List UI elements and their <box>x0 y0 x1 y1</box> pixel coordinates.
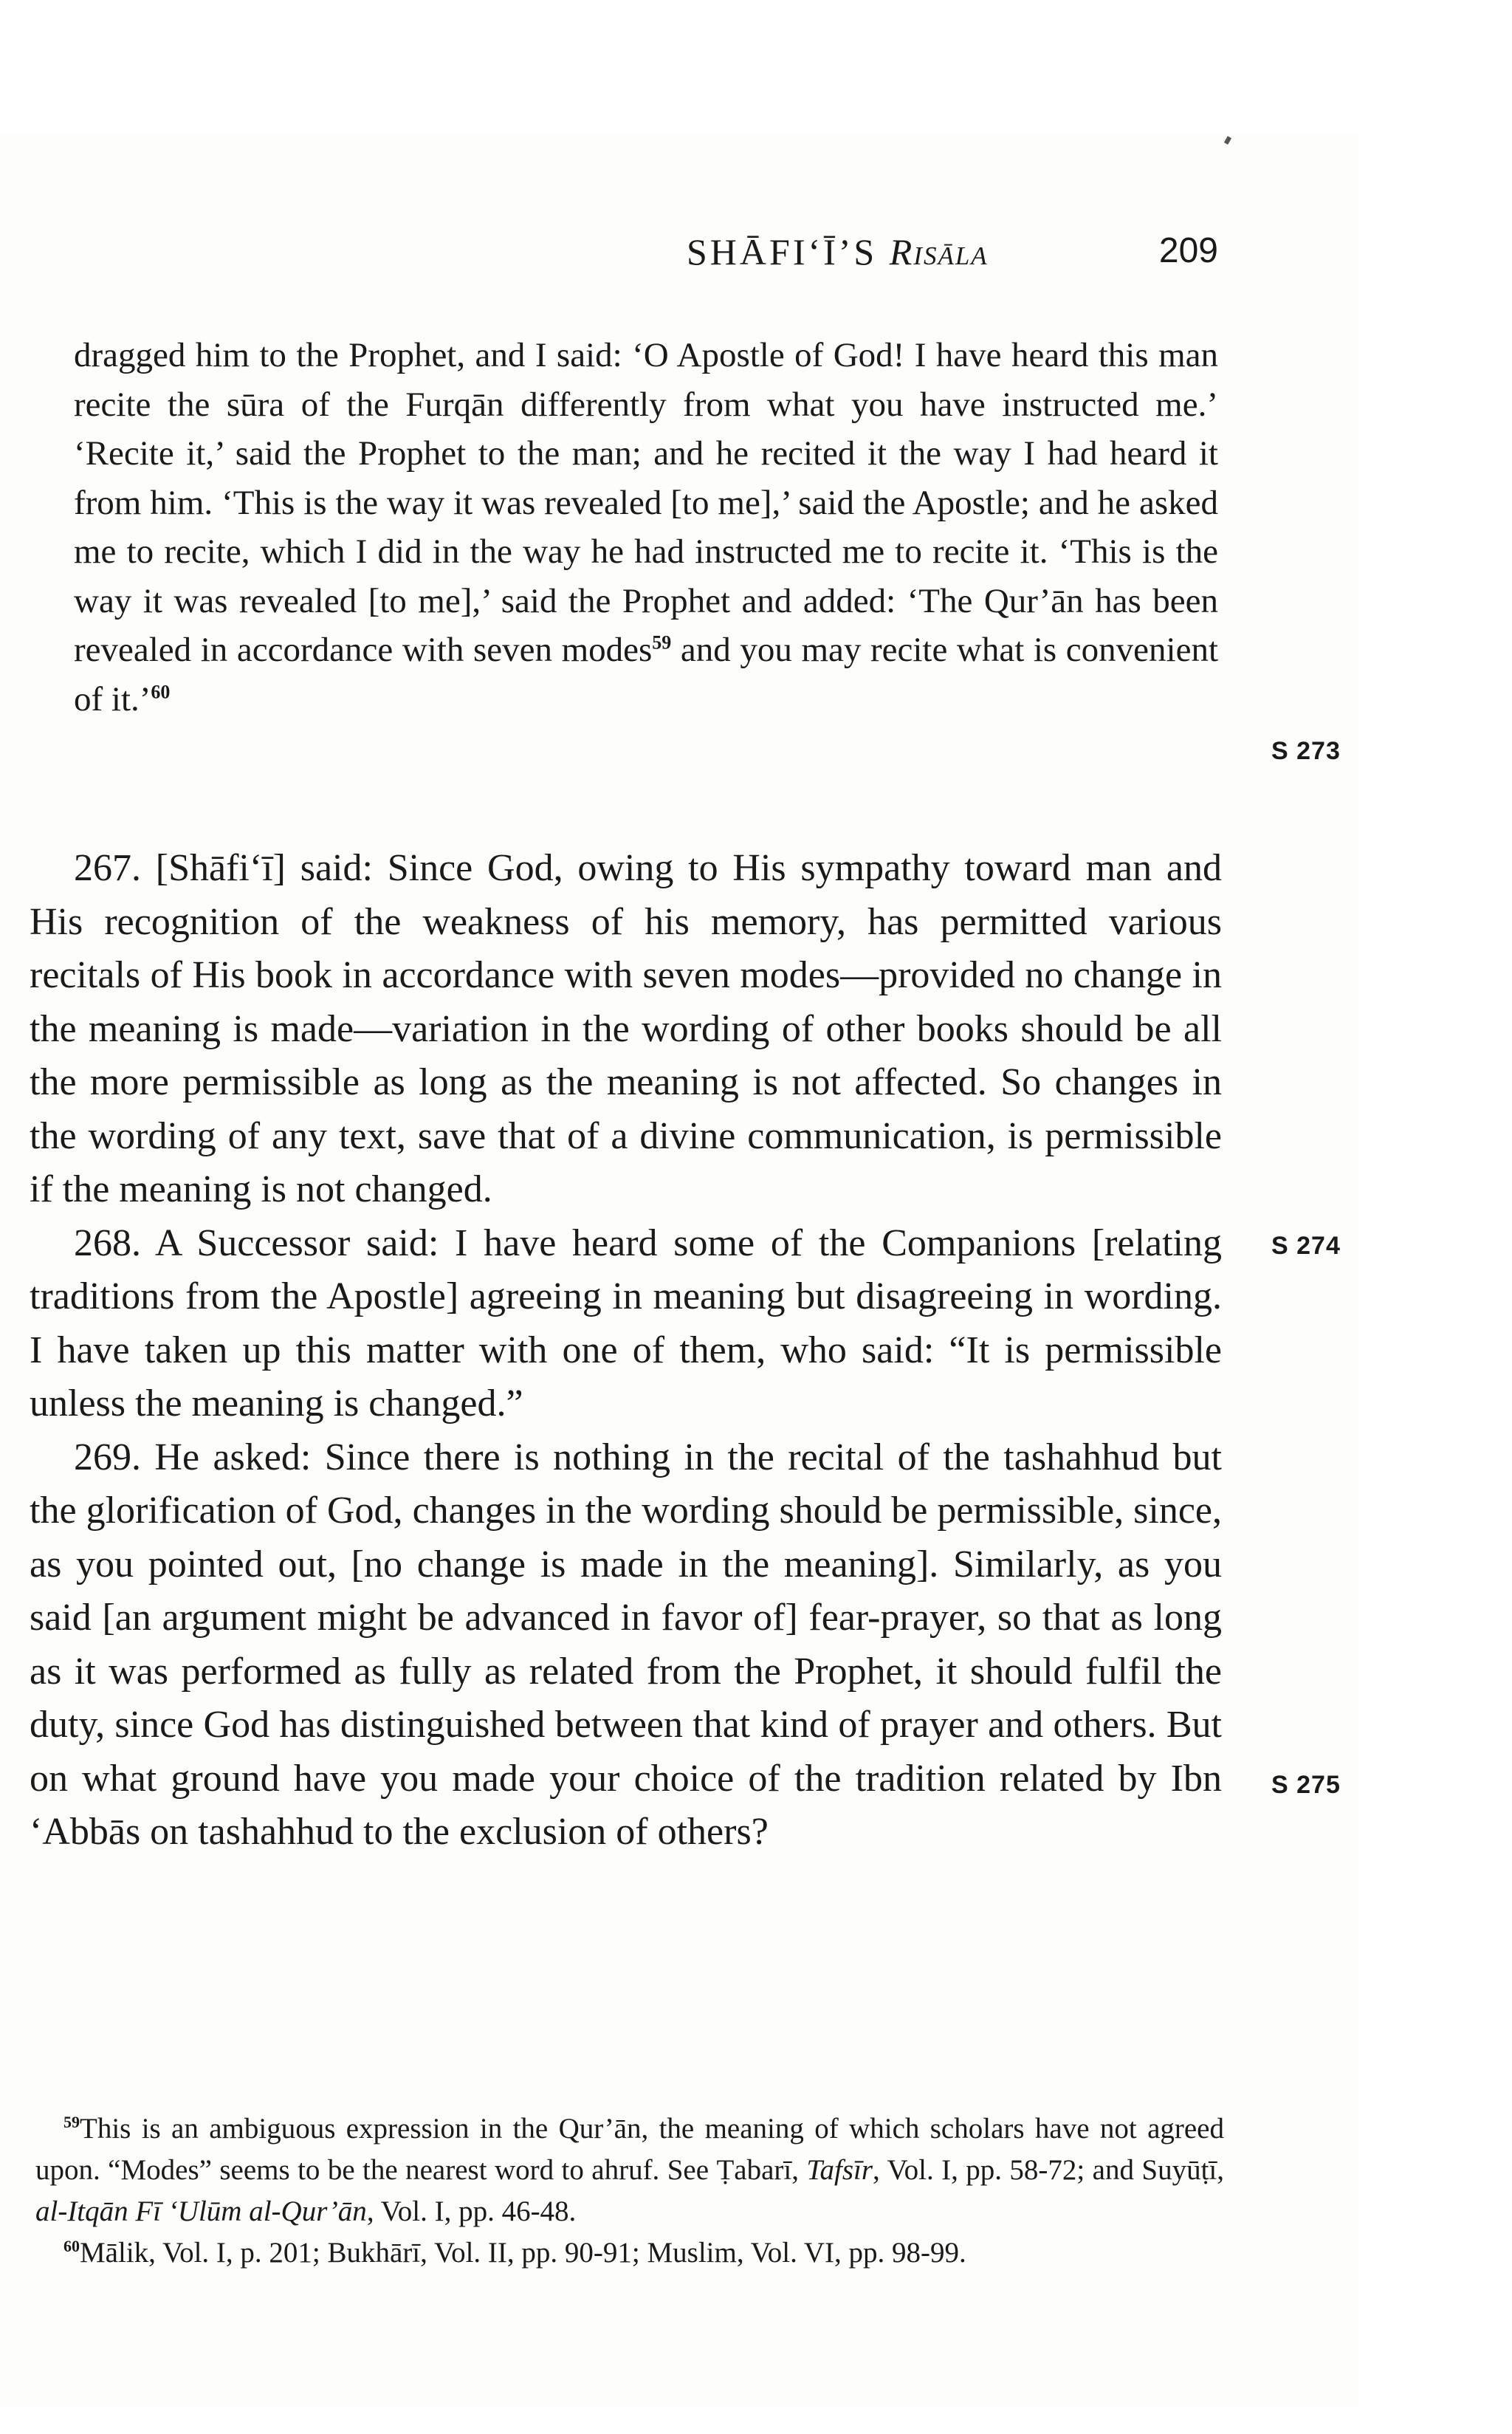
margin-note-s273: S 273 <box>1271 737 1341 765</box>
footnote-ref-60: 60 <box>151 680 171 702</box>
page-number: 209 <box>1158 231 1218 270</box>
running-header <box>687 230 1218 282</box>
footnote-60: $^{60}$Mālik, Vol. I, p. 201; Bukhārī, Vol. II, pp. 90-91; Muslim, Vol. VI, pp. 98-99. <box>63 2237 966 2269</box>
main-text <box>30 842 1222 1859</box>
paragraph-267: 267. [Shāfi‘ī] said: Since God, owing to His sympathy toward man and His recognition of the weakness of his memory, has permitted various recitals of His book in accordance with seven modes—provided no change in the meaning is made—variation in the wording of other books should be all the more permissible as long as the meaning is not affected. So changes in the wording of any text, save that of a divine communication, is permissible if the meaning is not changed. <box>30 847 1222 1210</box>
footnotes <box>35 2108 1224 2274</box>
footnote-number: 59 <box>63 2113 80 2131</box>
paragraph-269: 269. He asked: Since there is nothing in the recital of the tashahhud but the glorification of God, changes in the wording should be permissible, since, as you pointed out, [no change is made in the meaning]. Similarly, as you said [an argument might be advanced in favor of] fear-prayer, so that as long as it was performed as fully as related from the Prophet, it should fulfil the duty, since God has distinguished between that kind of prayer and others. But on what ground have you made your choice of the tradition related by Ibn ‘Abbās on tashahhud to the exclusion of others? <box>30 1436 1222 1853</box>
footnote-number: 60 <box>63 2237 80 2255</box>
margin-note-s274: S 274 <box>1271 1232 1341 1260</box>
running-title: SHĀFI‘Ī’S Risāla <box>687 231 989 272</box>
margin-note-s275: S 275 <box>1271 1771 1341 1799</box>
footnote-ref-59: 59 <box>652 631 672 654</box>
paragraph-268: 268. A Successor said: I have heard some of the Companions [relating traditions from the Apostle] agreeing in meaning but disagreeing in wording. I have taken up this matter with one of them, who said: “It is permissible unless the meaning is changed.” <box>30 1221 1222 1425</box>
footnote-59: $^{59}$This is an ambiguous expression in the Qur’ān, the meaning of which scholars have not agreed upon. “Modes” seems to be the nearest word to ahruf. See Ṭabarī, Tafsīr, Vol. I, pp. 58-72; and Suyūṭī, al-Itqān Fī ‘Ulūm al-Qur’ān, Vol. I, pp. 46-48. <box>35 2113 1224 2227</box>
quoted-passage: dragged him to the Prophet, and I said: ‘O Apostle of God! I have heard this man recite the sūra of the Furqān differently from what you have instructed me.’ ‘Recite it,’ said the Prophet to the man; and he recited it the way I had heard it from him. ‘This is the way it was revealed [to me],’ said the Apostle; and he asked me to recite, which I did in the way he had instructed me to recite it. ‘This is the way it was revealed [to me],’ said the Prophet and added: ‘The Qur’ān has been revealed in accordance with seven modes$^{59}$ and you may recite what is convenient of it.’$^{60}$ <box>74 336 1219 719</box>
